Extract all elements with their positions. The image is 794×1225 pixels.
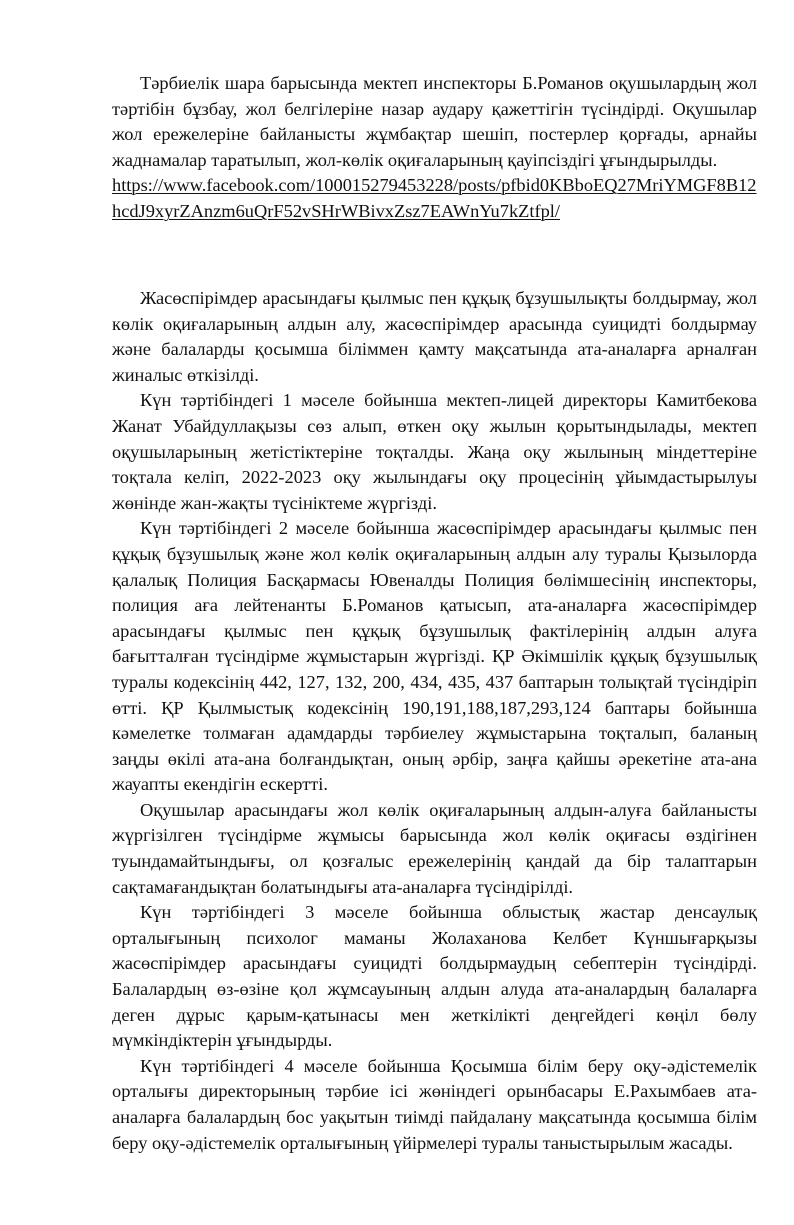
paragraph-agenda-item-1: Күн тәртібіндегі 1 мәселе бойынша мектеп-лицей директоры Камитбекова Жанат Убайдуллақызы сөз алып, өткен оқу жылын қорытындылады, мектеп оқушыларының жетістіктеріне тоқталды. Жаңа оқу жылының міндеттеріне тоқтала келіп, 2022-2023 оқу жылындағы оқу процесінің ұйымдастырылуы жөнінде жан-жақты түсініктеме жүргізді. bbox=[112, 390, 757, 513]
top-section bbox=[112, 71, 757, 225]
paragraph-agenda-item-3: Күн тәртібіндегі 3 мәселе бойынша облыстық жастар денсаулық орталығының психолог маманы Жолаханова Келбет Күншығарқызы жасөспірімдер арасындағы суицидті болдырмаудың себептерін түсіндірді. Балалардың өз-өзіне қол жұмсауының алдын алуда ата-аналардың балаларға деген дұрыс қарым-қатынасы мен жеткілікті деңгейдегі көңіл бөлу мүмкіндіктерін ұғындырды. bbox=[112, 902, 757, 1051]
paragraph-agenda-item-4: Күн тәртібіндегі 4 мәселе бойынша Қосымша білім беру оқу-әдістемелік орталығы директорының тәрбие ісі жөніндегі орынбасары Е.Рахымбаев ата-аналарға балалардың бос уақытын тиімді пайдалану мақсатында қосымша білім беру оқу-әдістемелік орталығының үйірмелері туралы таныстырылым жасады. bbox=[112, 1055, 757, 1153]
paragraph-road-safety: Оқушылар арасындағы жол көлік оқиғаларының алдын-алуға байланысты жүргізілген түсіндірме жұмысы барысында жол көлік оқиғасы өздігінен туындамайтындығы, ол қозғалыс ережелерінің қандай да бір талаптарын сақтамағандықтан болатындығы ата-аналарға түсіндірілді. bbox=[112, 799, 757, 897]
paragraph-agenda-item-2: Күн тәртібіндегі 2 мәселе бойынша жасөспірімдер арасындағы қылмыс пен құқық бұзушылық және жол көлік оқиғаларының алдын алу туралы Қызылорда қалалық Полиция Басқармасы Ювеналды Полиция бөлімшесінің инспекторы, полиция аға лейтенанты Б.Романов қатысып, ата-аналарға жасөспірімдер арасындағы қылмыс пен құқық бұзушылық фактілерінің алдын алуға бағытталған түсіндірме жұмыстарын жүргізді. ҚР Әкімшілік құқық бұзушылық туралы кодексінің 442, 127, 132, 200, 434, 435, 437 баптарын толықтай түсіндіріп өтті. ҚР Қылмыстық кодексінің 190,191,188,187,293,124 баптары бойынша кәмелетке толмаған адамдарды тәрбиелеу жұмыстарына тоқталып, баланың заңды өкілі ата-ана болғандықтан, оның әрбір, заңға қайшы әрекетіне ата-ана жауапты екендігін ескертті. bbox=[112, 518, 757, 795]
paragraph-event-summary: Тәрбиелік шара барысында мектеп инспекторы Б.Романов оқушылардың жол тәртібін бұзбау, жол белгілеріне назар аудару қажеттігін түсіндірді. Оқушылар жол ережелеріне байланысты жұмбақтар шешіп, постерлер қорғады, арнайы жаднамалар таратылып, жол-көлік оқиғаларының қауіпсіздігі ұғындырылды. bbox=[112, 73, 757, 170]
meeting-section bbox=[112, 286, 757, 1156]
paragraph-meeting-intro: Жасөспірімдер арасындағы қылмыс пен құқық бұзушылықты болдырмау, жол көлік оқиғаларының алдын алу, жасөспірімдер арасында суицидті болдырмау және балаларды қосымша біліммен қамту мақсатында ата-аналарға арналған жиналыс өткізілді. bbox=[112, 288, 757, 385]
facebook-post-link[interactable]: https://www.facebook.com/100015279453228/posts/pfbid0KBboEQ27MriYMGF8B12hcdJ9xyrZAnzm6uQrF52vSHrWBivxZsz7EAWnYu7kZtfpl/ bbox=[112, 175, 757, 221]
